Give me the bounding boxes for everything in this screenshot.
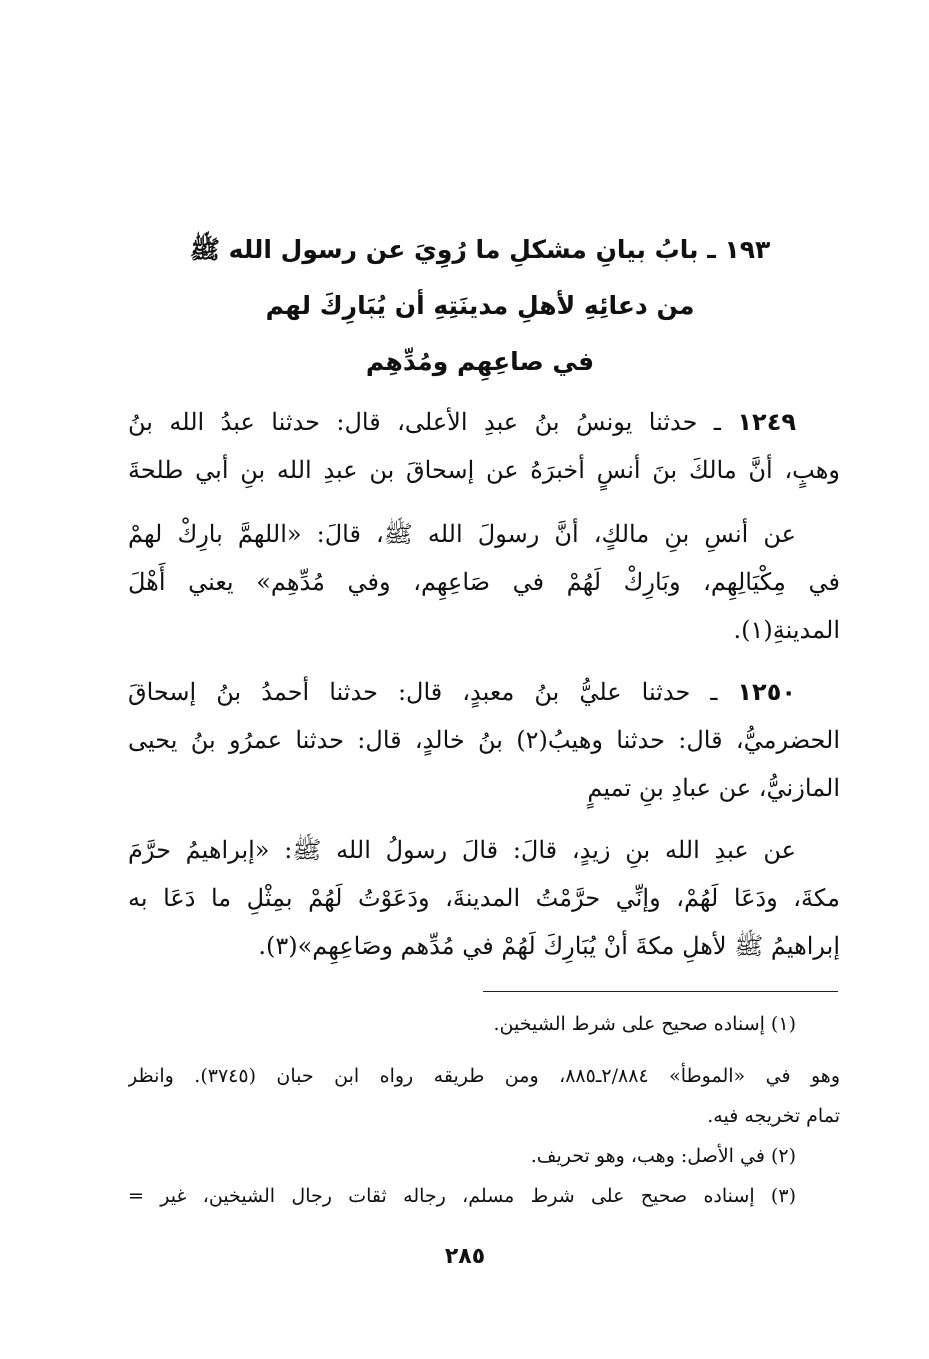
chapter-title-line-1: ١٩٣ ـ بابُ بيانِ مشكلِ ما رُوِيَ عن رسول الله ﷺ	[189, 235, 771, 264]
hadith-1250-line-1	[128, 668, 840, 716]
page-number: ٢٨٥	[444, 1244, 486, 1269]
footnote-1-end: تمام تخريجه فيه.	[707, 1105, 840, 1127]
hadith-number: ١٢٥٠	[737, 678, 796, 706]
hadith-1249-line-2: وهبٍ، أنَّ مالكَ بنَ أنسٍ أخبرَهُ عن إسحاقَ بن عبدِ الله بنِ أبي طلحةَ	[128, 456, 840, 484]
hadith-1250-line-3: المازنيُّ، عن عبادِ بنِ تميمٍ	[587, 774, 840, 802]
hadith-1250-line-5: مكةَ، ودَعَا لَهُمْ، وإنِّي حرَّمْتُ المدينةَ، ودَعَوْتُ لَهُمْ بمِثْلِ ما دَعَا به	[128, 884, 840, 912]
hadith-1249-text-1: ـ حدثنا يونسُ بنُ عبدِ الأعلى، قال: حدثنا عبدُ الله بنُ	[128, 408, 738, 436]
footnote-separator	[483, 991, 838, 992]
hadith-1249-line-4: في مِكْيَالِهِم، وبَارِكْ لَهُمْ في صَاعِهِم، وفي مُدِّهِم» يعني أَهْلَ	[128, 568, 840, 596]
hadith-1249-line-1	[128, 398, 840, 446]
hadith-1250-line-6: إبراهيمُ ﷺ لأهلِ مكةَ أنْ يُبَارِكَ لَهُمْ في مُدِّهم وصَاعِهِم»(٣).	[258, 932, 840, 960]
hadith-1249-matn	[128, 510, 840, 654]
chapter-heading	[130, 222, 830, 390]
hadith-1249-isnad	[128, 398, 840, 494]
hadith-number: ١٢٤٩	[737, 408, 796, 436]
hadith-1250-line-4: عن عبدِ الله بنِ زيدٍ، قالَ: قالَ رسولُ الله ﷺ: «إبراهيمُ حرَّمَ	[128, 836, 796, 864]
hadith-1250-matn	[128, 826, 840, 970]
hadith-1249-line-3: عن أنسِ بنِ مالكٍ، أنَّ رسولَ الله ﷺ، قالَ: «اللهمَّ بارِكْ لهمْ	[128, 520, 796, 548]
hadith-1250-text-1: ـ حدثنا عليُّ بنُ معبدٍ، قال: حدثنا أحمدُ بنُ إسحاقَ	[128, 678, 738, 706]
footnote-1-continued: وهو في «الموطأ» ٢/٨٨٤ـ٨٨٥، ومن طريقه رواه ابن حبان (٣٧٤٥). وانظر	[128, 1065, 840, 1087]
hadith-1250-isnad	[128, 668, 840, 812]
hadith-1249-line-5: المدينةِ(١).	[733, 616, 840, 644]
footnote-1: (١) إسناده صحيح على شرط الشيخين.	[493, 1013, 796, 1035]
footnote-3: (٣) إسناده صحيح على شرط مسلم، رجاله ثقات رجال الشيخين، غير =	[128, 1185, 796, 1207]
chapter-title-line-3: في صاعِهِم ومُدِّهِم	[365, 347, 595, 376]
footnote-2: (٢) في الأصل: وهب، وهو تحريف.	[530, 1145, 796, 1167]
hadith-1250-line-2: الحضرميُّ، قال: حدثنا وهيبُ(٢) بنُ خالدٍ، قال: حدثنا عمرُو بنُ يحيى	[128, 726, 840, 754]
chapter-title-line-2: من دعائِهِ لأهلِ مدينَتِهِ أن يُبَارِكَ لهم	[265, 291, 695, 320]
footnotes	[128, 1004, 840, 1216]
